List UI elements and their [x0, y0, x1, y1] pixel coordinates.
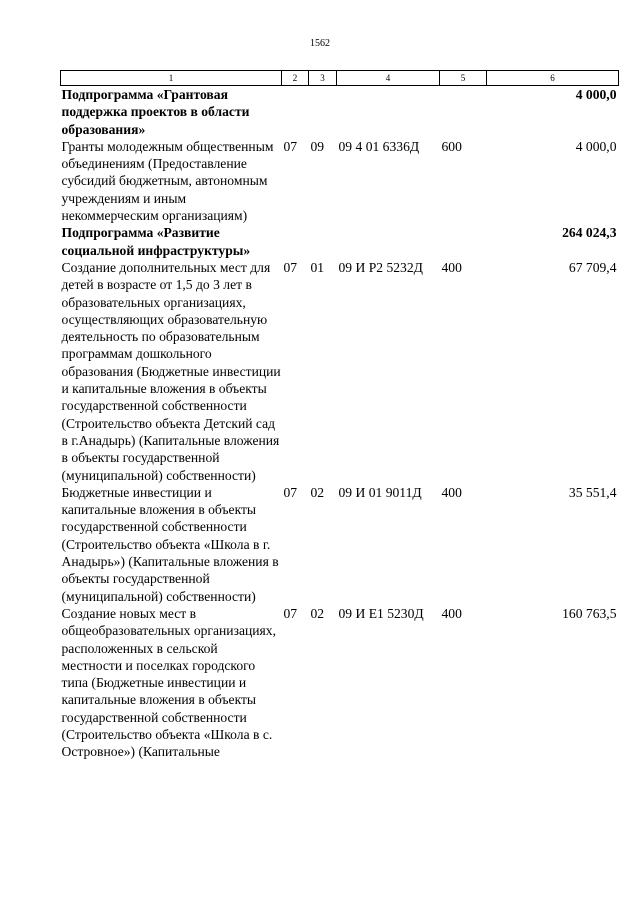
row-expense-type: 400	[441, 259, 462, 275]
row-section	[282, 86, 309, 138]
row-name: Гранты молодежным общественным объединениям (Предоставление субсидий бюджетным, автономным учреждениям и иным некоммерческим организациям)	[61, 138, 274, 224]
row-section: 07	[283, 484, 298, 500]
table-row	[61, 259, 619, 484]
row-section: 07	[283, 259, 298, 275]
row-name: Создание дополнительных мест для детей в возрасте от 1,5 до 3 лет в образовательных организациях, осуществляющих образовательную деятельность по образовательным программам дошкольного образования (Бюджетные инвестиции и капитальные вложения в объекты государственной собственности (Строительство объекта Детский сад в г.Анадырь) (Капитальные вложения в объекты государственной (муниципальной) собственности)	[61, 259, 281, 483]
row-target-article: 09 4 01 6336Д	[338, 138, 420, 154]
row-subsection: 01	[310, 259, 325, 275]
row-section: 07	[283, 138, 298, 154]
row-subsection	[309, 86, 337, 138]
row-amount: 264 024,3	[562, 225, 617, 241]
header-col-3: 3	[309, 71, 337, 86]
row-target-article	[337, 86, 440, 138]
row-amount: 160 763,5	[562, 605, 617, 621]
table-row	[61, 86, 619, 138]
row-expense-type: 600	[441, 138, 462, 154]
row-target-article: 09 И Е1 5230Д	[338, 605, 424, 621]
header-col-5: 5	[440, 71, 487, 86]
row-amount: 4 000,0	[575, 87, 617, 102]
row-section: 07	[283, 605, 298, 621]
row-amount: 35 551,4	[568, 484, 617, 500]
row-expense-type: 400	[441, 605, 462, 621]
row-amount: 4 000,0	[575, 138, 617, 154]
budget-table	[60, 70, 619, 761]
table-row	[61, 138, 619, 224]
row-target-article	[337, 224, 440, 259]
page-number: 1562	[310, 38, 330, 49]
row-expense-type: 400	[441, 484, 462, 500]
table-row	[61, 484, 619, 605]
row-amount: 67 709,4	[568, 259, 617, 275]
row-expense-type	[440, 86, 487, 138]
row-section	[282, 224, 309, 259]
header-col-2: 2	[282, 71, 309, 86]
header-col-6: 6	[487, 71, 619, 86]
row-subsection	[309, 224, 337, 259]
row-name: Подпрограмма «Грантовая поддержка проектов в области образования»	[61, 87, 250, 137]
row-expense-type	[440, 224, 487, 259]
table-row	[61, 224, 619, 259]
table-row	[61, 605, 619, 761]
row-target-article: 09 И Р2 5232Д	[338, 259, 423, 275]
header-col-4: 4	[337, 71, 440, 86]
header-col-1: 1	[61, 71, 282, 86]
row-subsection: 09	[310, 138, 325, 154]
table-header-row	[61, 71, 619, 86]
row-name: Создание новых мест в общеобразовательных организациях, расположенных в сельской местности и поселках городского типа (Бюджетные инвестиции и капитальные вложения в объекты государственной собственности (Строительство объекта «Школа в с. Островное») (Капитальные	[61, 605, 276, 760]
row-subsection: 02	[310, 605, 325, 621]
row-name: Подпрограмма «Развитие социальной инфраструктуры»	[61, 225, 251, 258]
row-subsection: 02	[310, 484, 325, 500]
row-name: Бюджетные инвестиции и капитальные вложения в объекты государственной собственности (Строительство объекта «Школа в г. Анадырь») (Капитальные вложения в объекты государственной (муниципальной) собственности)	[61, 484, 279, 604]
row-target-article: 09 И 01 9011Д	[338, 484, 422, 500]
